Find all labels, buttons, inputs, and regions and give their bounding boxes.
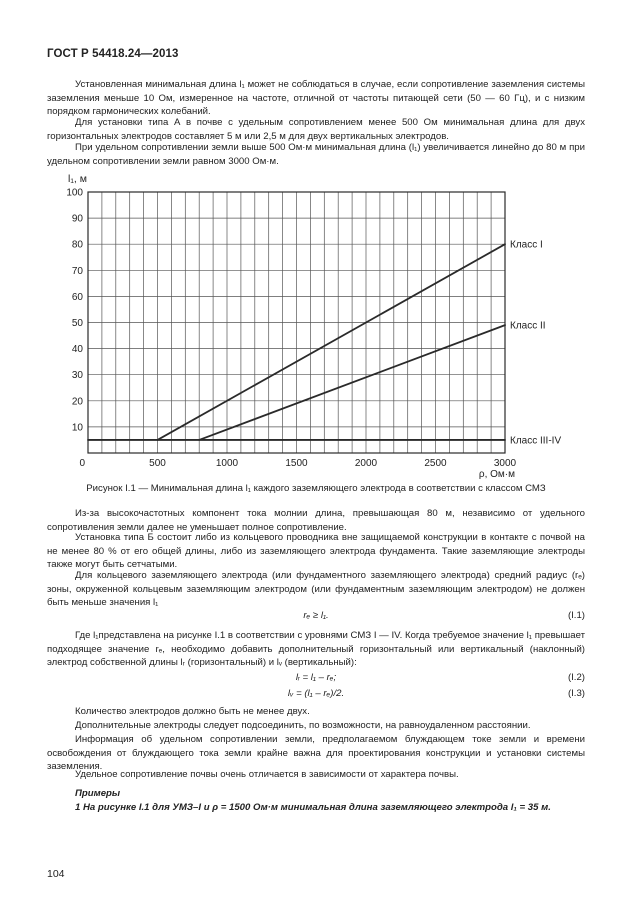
equation-i2 bbox=[47, 671, 585, 685]
x-axis-label: ρ, Ом·м bbox=[478, 469, 515, 480]
paragraph-equidistant: Дополнительные электроды следует подсоединить, по возможности, на равноудаленном расстоянии. bbox=[75, 720, 531, 731]
equation-expression: lᵣ = l₁ – rₑ; bbox=[295, 672, 337, 683]
paragraph-linear-increase: При удельном сопротивлении земли выше 500 Ом·м минимальная длина (l₁) увеличивается линейно до 80 м при удельном сопротивлении земли равном 3000 Ом·м. bbox=[47, 142, 585, 167]
document-header: ГОСТ Р 54418.24—2013 bbox=[47, 48, 179, 60]
series-label-2: Класс II bbox=[510, 320, 546, 332]
equation-i3 bbox=[47, 687, 585, 701]
y-tick-label: 50 bbox=[71, 318, 83, 329]
example-1: 1 На рисунке I.1 для УМЗ–I и ρ = 1500 Ом·м минимальная длина заземляющего электрода l₁ = 35 м. bbox=[75, 802, 551, 813]
y-tick-label: 20 bbox=[71, 396, 83, 408]
paragraph-additional-electrode: Где l₁представлена на рисунке I.1 в соответствии с уровнями СМЗ I — IV. Когда требуемое значение l₁ превышает подходящее значение rₑ, необходимо добавить дополнительный горизонтальный или вертикальный (наклонный) электрод собственной длины lᵣ (горизонтальный) и lᵥ (вертикальный): bbox=[47, 630, 585, 668]
x-tick-label: 1000 bbox=[215, 458, 239, 469]
series-line-1 bbox=[158, 244, 506, 440]
y-axis-label: l₁, м bbox=[68, 173, 87, 185]
paragraph-electrode-count: Количество электродов должно быть не менее двух. bbox=[75, 706, 310, 717]
y-tick-label: 10 bbox=[71, 422, 83, 434]
equation-expression: lᵥ = (l₁ – rₑ)/2. bbox=[287, 688, 345, 699]
equation-i1 bbox=[47, 609, 585, 623]
equation-number: (I.1) bbox=[567, 610, 585, 621]
paragraph-type-b: Установка типа Б состоит либо из кольцевого проводника вне защищаемой конструкции в контакте с почвой на не менее 80 % от его общей длины, либо из заземляющего электрода фундамента. Такие заземляющие электроды также могут быть сетчатыми. bbox=[47, 532, 585, 570]
paragraph-min-length-exception: Установленная минимальная длина l₁ может не соблюдаться в случае, если сопротивление заземления системы заземления меньше 10 Ом, измеренное на частоте, отличной от частоты питающей сети (50 — 60 Гц), и с низким порядком гармонических колебаний. bbox=[47, 79, 585, 117]
paragraph-ring-electrode: Для кольцевого заземляющего электрода (или фундаментного заземляющего электрода) средний радиус (rₑ) зоны, окруженной кольцевым заземляющим электродом (или фундаментным заземляющим электродом) не должен быть меньше значения l₁ bbox=[47, 570, 585, 608]
y-tick-label: 80 bbox=[71, 239, 83, 251]
series-label-3: Класс III-IV bbox=[510, 435, 562, 447]
paragraph-type-a: Для установки типа А в почве с удельным сопротивлением менее 500 Ом минимальная длина для двух горизонтальных электродов составляет 5 м или 2,5 м для двух вертикальных электродов. bbox=[47, 117, 585, 142]
x-tick-label: 500 bbox=[149, 458, 166, 469]
y-tick-label: 60 bbox=[71, 291, 83, 303]
paragraph-design-info: Информация об удельном сопротивлении земли, предполагаемом блуждающем токе земли и времени освобождения от блуждающего тока земли крайне важна для проектирования конструкции и установки системы заземления. bbox=[47, 734, 585, 772]
y-tick-label: 90 bbox=[71, 213, 83, 225]
examples-title: Примеры bbox=[75, 788, 121, 799]
series-label-1: Класс I bbox=[510, 239, 543, 251]
equation-number: (I.2) bbox=[567, 672, 585, 683]
y-tick-label: 40 bbox=[71, 344, 83, 356]
x-tick-label: 2500 bbox=[424, 458, 447, 469]
x-tick-label: 1500 bbox=[285, 458, 308, 469]
y-tick-label: 30 bbox=[71, 370, 83, 382]
equation-expression: rₑ ≥ l₁. bbox=[303, 610, 329, 621]
page-number: 104 bbox=[47, 868, 65, 880]
figure-caption: Рисунок I.1 — Минимальная длина l₁ каждого заземляющего электрода в соответствии с классом СМЗ bbox=[86, 483, 546, 494]
paragraph-soil-resistivity: Удельное сопротивление почвы очень отличается в зависимости от характера почвы. bbox=[75, 769, 459, 780]
equation-number: (I.3) bbox=[567, 688, 585, 699]
x-tick-label: 3000 bbox=[493, 458, 517, 469]
y-tick-label: 70 bbox=[71, 265, 83, 277]
y-tick-label: 100 bbox=[66, 187, 83, 199]
x-tick-label: 2000 bbox=[354, 458, 378, 469]
x-tick-label: 0 bbox=[79, 458, 85, 469]
paragraph-high-frequency: Из-за высокочастотных компонент тока молнии длина, превышающая 80 м, независимо от удельного сопротивления земли далее не уменьшает полное сопротивление. bbox=[47, 508, 585, 533]
